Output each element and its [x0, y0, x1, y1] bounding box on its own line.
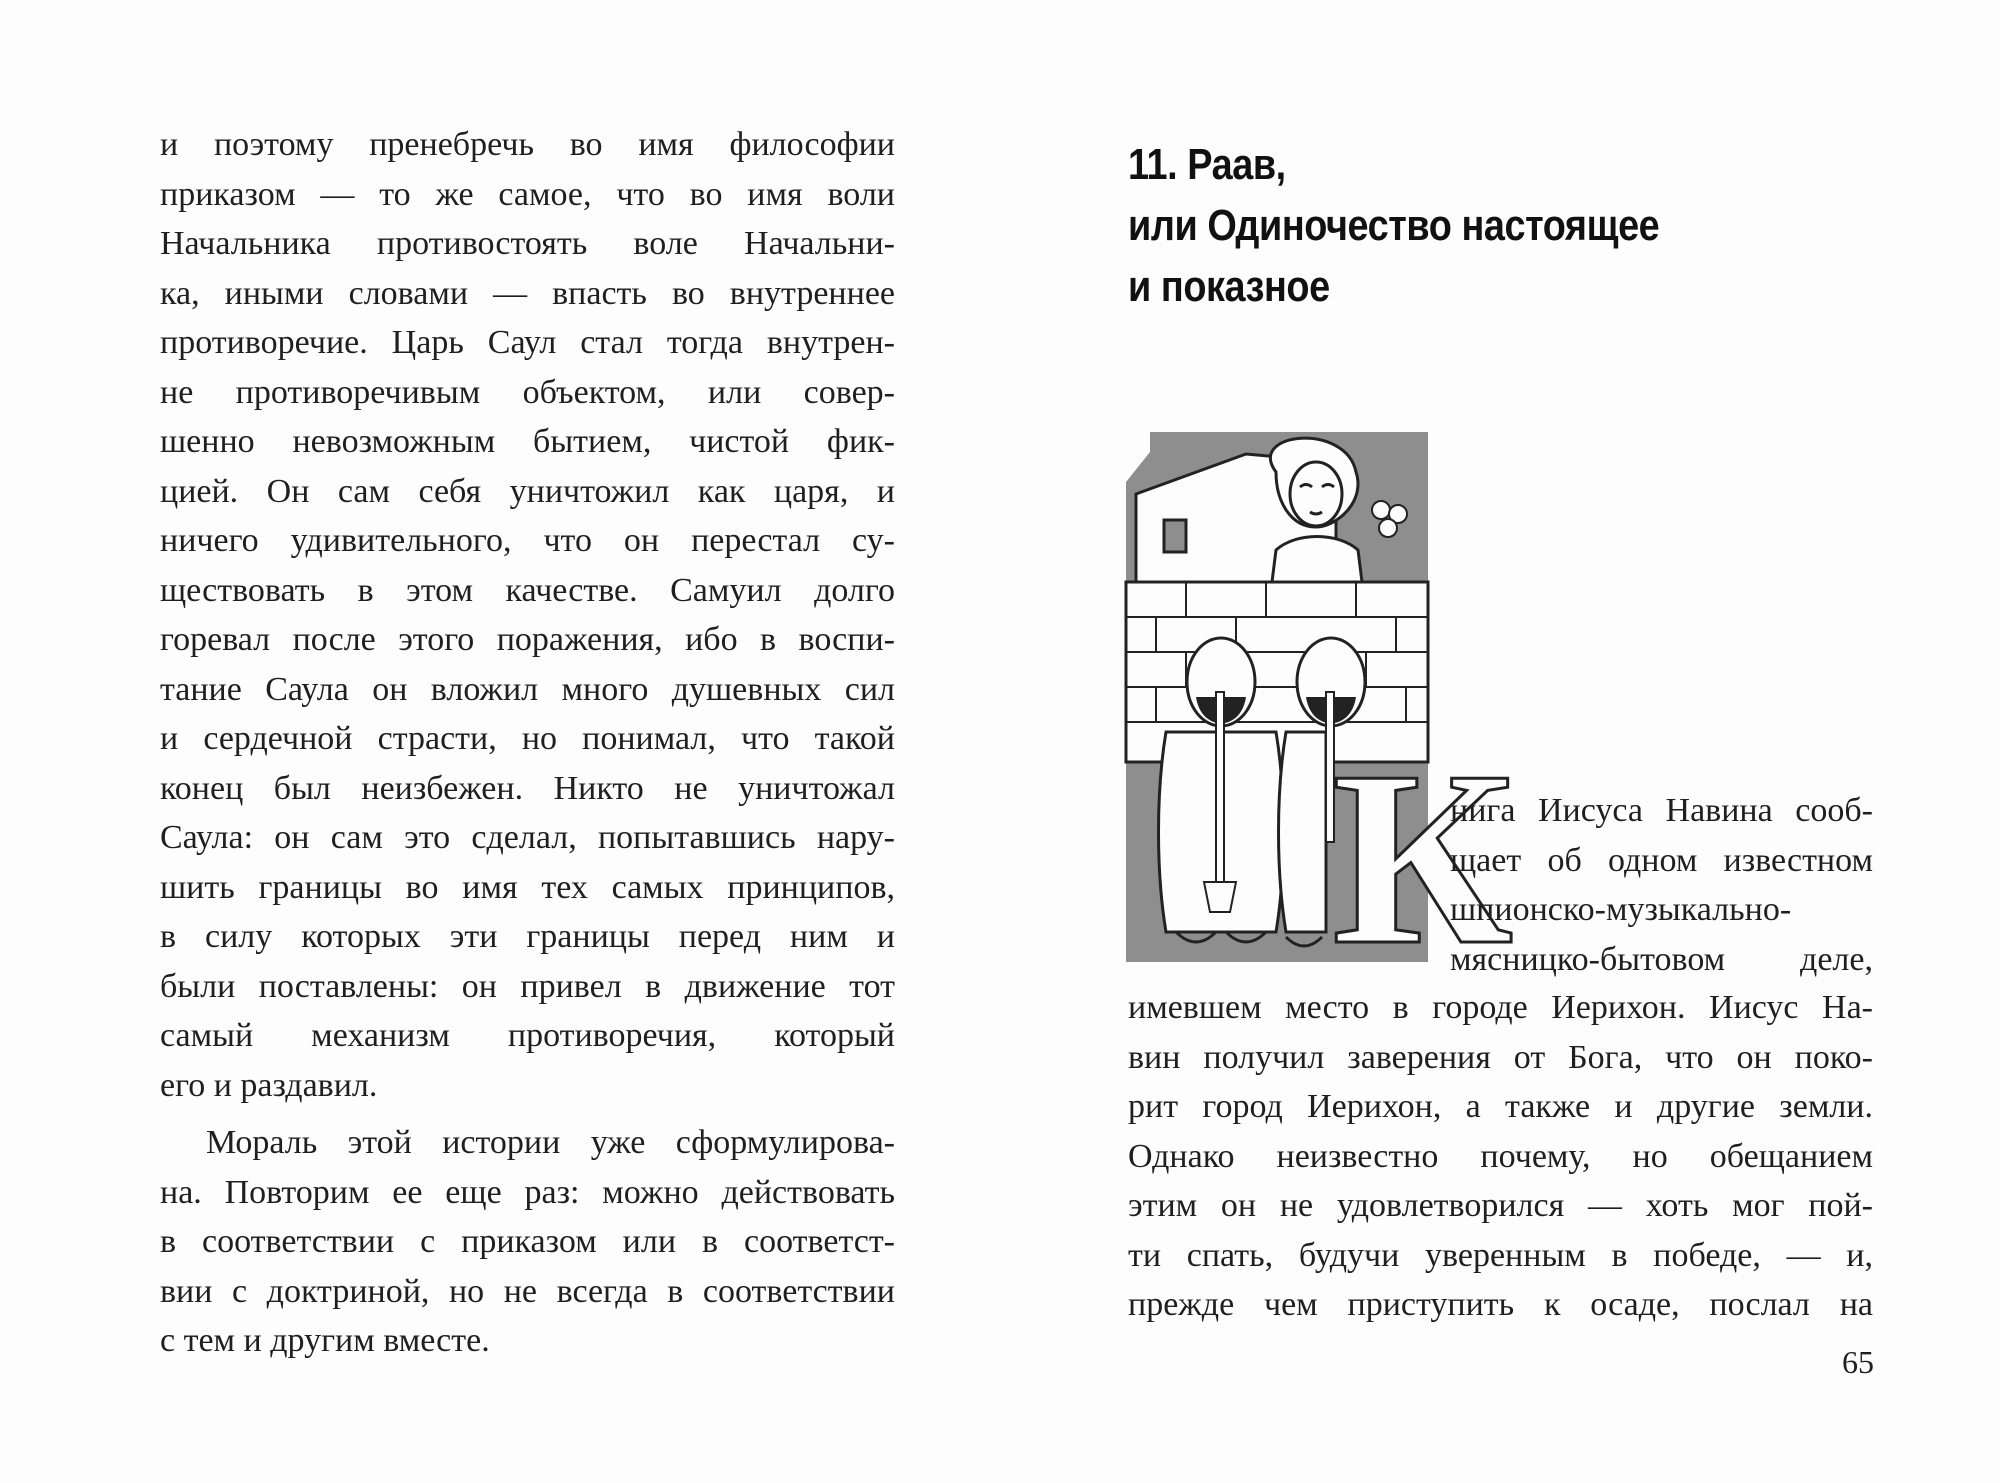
text-line: ничего удивительного, что он перестал су- [160, 522, 895, 559]
text-line: вии с доктриной, но не всегда в соответствии [160, 1272, 895, 1310]
house-window [1164, 520, 1186, 552]
right-page-heading [1128, 134, 1873, 317]
page-number: 65 [1842, 1344, 1874, 1380]
flower-icon [1372, 501, 1390, 519]
text-line: шпионско-музыкально- [1450, 891, 1792, 928]
text-line: противоречие. Царь Саул стал тогда внутрен- [160, 324, 895, 361]
text-line: этим он не удовлетворился — хоть мог пой- [1128, 1187, 1873, 1224]
text-line: в соответствии с приказом или в соответст- [160, 1223, 895, 1260]
paragraph-below-illustration [1128, 983, 1873, 1330]
text-line: самый механизм противоречия, который [160, 1017, 895, 1054]
text-line: мясницко-бытовом деле, [1450, 940, 1873, 978]
text-line: шить границы во имя тех самых принципов, [160, 868, 895, 906]
left-paragraph-1 [160, 120, 895, 1110]
text-line: рит город Иерихон, а также и другие земли. [1128, 1088, 1873, 1125]
text-line: тание Саула он вложил много душевных сил [160, 670, 895, 708]
text-line: цией. Он сам себя уничтожил как царя, и [160, 472, 895, 510]
text-line: шенно невозможным бытием, чистой фик- [160, 423, 895, 460]
left-page-text [160, 120, 895, 1366]
text-line: Однако неизвестно почему, но обещанием [1128, 1137, 1873, 1175]
chapter-title-line: и показное [1128, 262, 1330, 311]
text-line: не противоречивым объектом, или совер- [160, 373, 895, 411]
text-line: в силу которых эти границы перед ним и [160, 918, 895, 955]
text-line: и поэтому пренебречь во имя философии [160, 126, 895, 163]
text-line: конец был неизбежен. Никто не уничтожал [160, 769, 895, 807]
text-line: его и раздавил. [160, 1066, 378, 1104]
text-line: ществовать в этом качестве. Самуил долго [160, 571, 895, 609]
flower-icon [1379, 519, 1397, 537]
text-line: Начальника противостоять воле Начальни- [160, 225, 895, 262]
drop-cap-illustration [1126, 432, 1514, 997]
monk-2-robe [1279, 732, 1327, 932]
text-line: на. Повторим ее еще раз: можно действовать [160, 1173, 895, 1211]
left-paragraph-2 [160, 1118, 895, 1366]
text-line: имевшем место в городе Иерихон. Иисус На- [1128, 989, 1873, 1026]
woman-body [1272, 537, 1362, 583]
text-line: приказом — то же самое, что во имя воли [160, 175, 895, 213]
chapter-title-line: или Одиночество настоящее [1128, 201, 1660, 250]
text-line: Саула: он сам это сделал, попытавшись нару- [160, 819, 895, 856]
text-line: ти спать, будучи уверенным в победе, — и, [1128, 1236, 1873, 1274]
chapter-title-line: 11. Раав, [1128, 140, 1286, 189]
monk-1-trumpet [1216, 692, 1224, 882]
paragraph-beside-illustration [1450, 786, 1873, 984]
text-line: Мораль этой истории уже сформулирова- [206, 1124, 895, 1161]
text-line: были поставлены: он привел в движение тот [160, 967, 895, 1005]
text-line: щает об одном известном [1450, 841, 1873, 879]
text-line: нига Иисуса Навина сооб- [1450, 792, 1873, 829]
text-line: вин получил заверения от Бога, что он поко- [1128, 1038, 1873, 1076]
drop-cap-letter: К [1332, 720, 1514, 997]
text-line: прежде чем приступить к осаде, послал на [1128, 1286, 1873, 1323]
chapter-title [1128, 134, 1769, 317]
text-line: ка, иными словами — впасть во внутреннее [160, 274, 895, 312]
text-line: горевал после этого поражения, ибо в воспи- [160, 621, 895, 658]
monk-1-trumpet-bell [1204, 882, 1236, 912]
text-line: с тем и другим вместе. [160, 1322, 490, 1359]
text-line: и сердечной страсти, но понимал, что такой [160, 720, 895, 757]
woman-face [1290, 462, 1342, 526]
